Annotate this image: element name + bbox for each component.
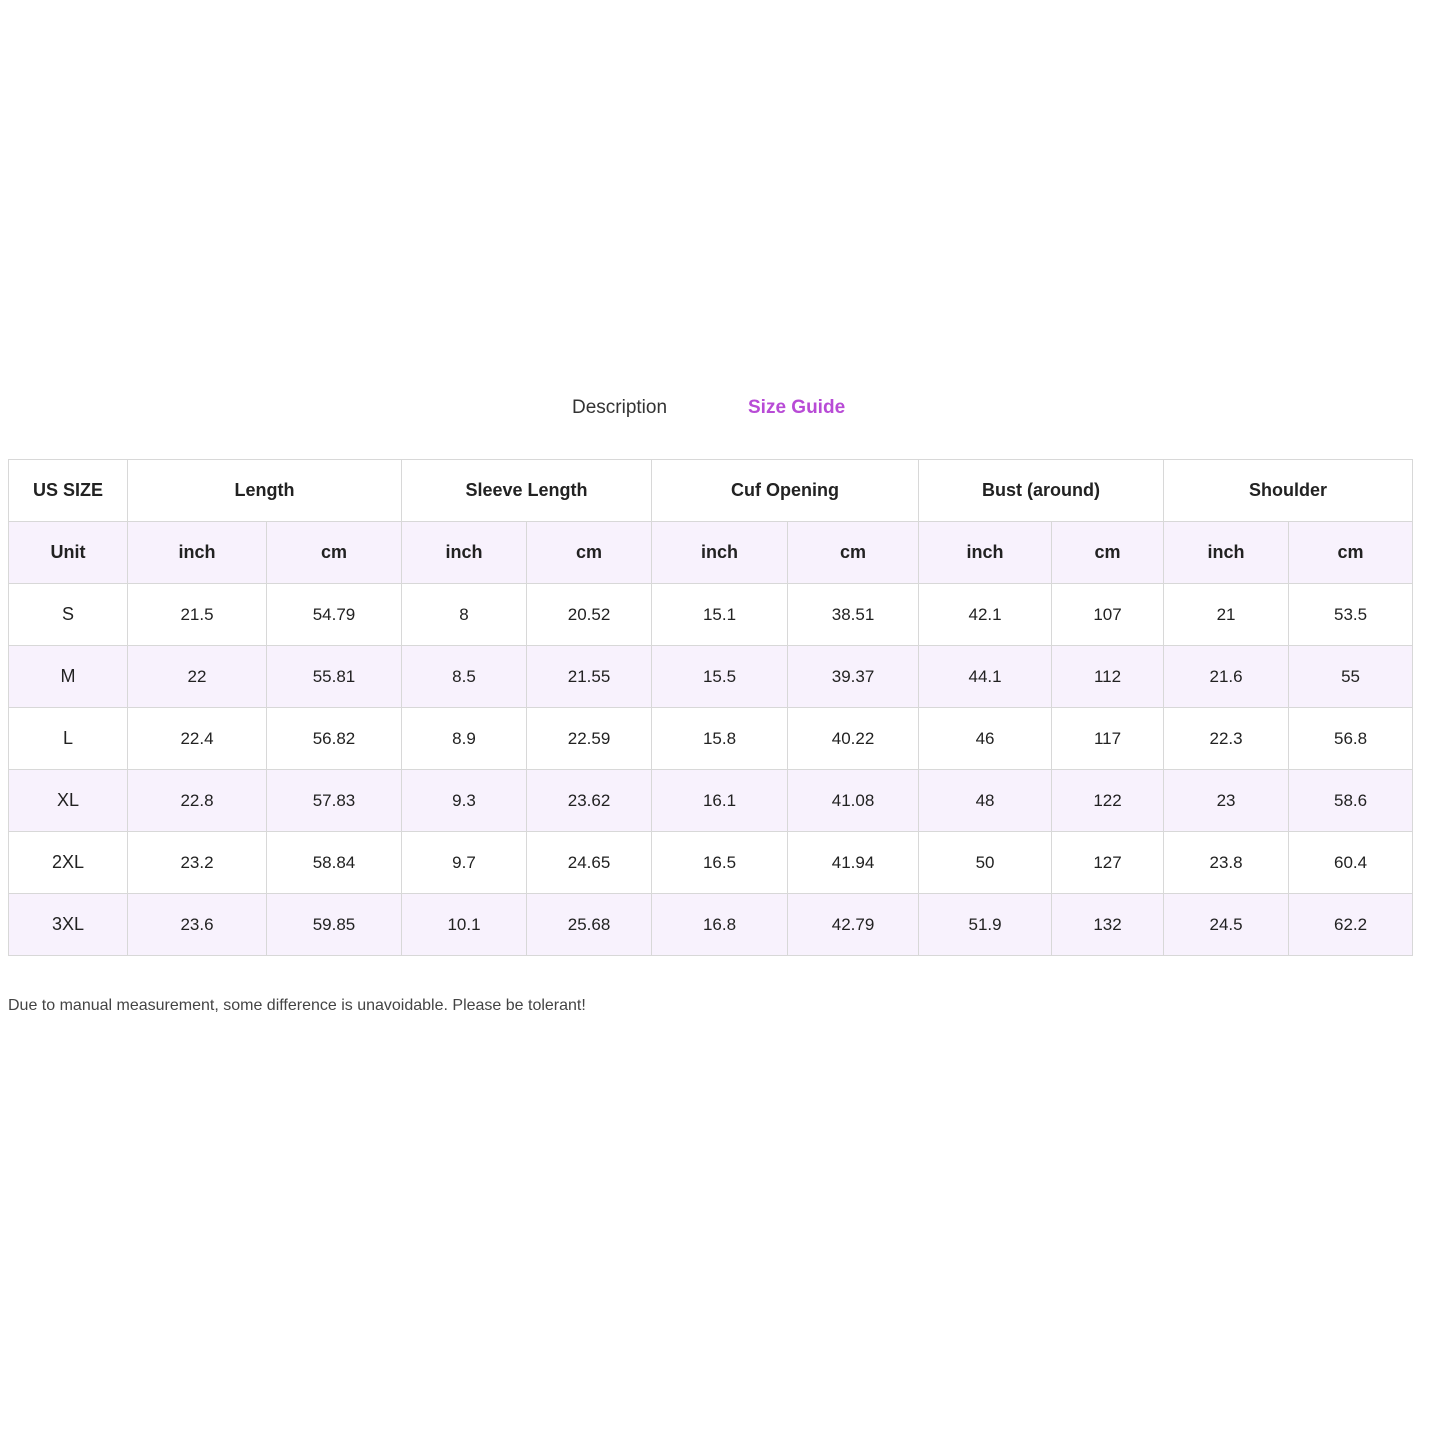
measurement-cell: 22.8 [128,770,267,832]
measurement-cell: 22.3 [1164,708,1289,770]
unit-inch: inch [402,522,527,584]
measurement-cell: 56.82 [267,708,402,770]
measurement-cell: 8.9 [402,708,527,770]
measurement-cell: 41.08 [788,770,919,832]
measurement-cell: 132 [1052,894,1164,956]
measurement-cell: 23.6 [128,894,267,956]
measurement-cell: 55.81 [267,646,402,708]
table-row [9,770,1413,832]
unit-cm: cm [1289,522,1413,584]
tab-size-guide[interactable]: Size Guide [748,397,846,418]
measurement-cell: 24.65 [527,832,652,894]
size-cell: XL [9,770,128,832]
measurement-cell: 107 [1052,584,1164,646]
table-row [9,584,1413,646]
measurement-cell: 23.62 [527,770,652,832]
size-cell: 2XL [9,832,128,894]
measurement-cell: 53.5 [1289,584,1413,646]
unit-inch: inch [919,522,1052,584]
measurement-cell: 60.4 [1289,832,1413,894]
cuff-opening-header: Cuf Opening [652,460,919,522]
measurement-cell: 23.8 [1164,832,1289,894]
size-cell: 3XL [9,894,128,956]
measurement-cell: 42.1 [919,584,1052,646]
measurement-cell: 8 [402,584,527,646]
measurement-cell: 56.8 [1289,708,1413,770]
measurement-cell: 9.3 [402,770,527,832]
measurement-cell: 22.4 [128,708,267,770]
header-row [9,460,1413,522]
measurement-cell: 40.22 [788,708,919,770]
bust-header: Bust (around) [919,460,1164,522]
unit-inch: inch [1164,522,1289,584]
measurement-cell: 57.83 [267,770,402,832]
measurement-cell: 8.5 [402,646,527,708]
measurement-cell: 22 [128,646,267,708]
unit-cm: cm [267,522,402,584]
size-chart-table [8,459,1413,956]
size-cell: M [9,646,128,708]
measurement-cell: 58.6 [1289,770,1413,832]
table-row [9,646,1413,708]
measurement-cell: 44.1 [919,646,1052,708]
measurement-cell: 38.51 [788,584,919,646]
measurement-cell: 24.5 [1164,894,1289,956]
unit-cm: cm [527,522,652,584]
tab-description[interactable]: Description [572,397,668,418]
us-size-header: US SIZE [9,460,128,522]
measurement-cell: 42.79 [788,894,919,956]
unit-label: Unit [9,522,128,584]
table-row [9,708,1413,770]
measurement-cell: 21.6 [1164,646,1289,708]
table-row [9,894,1413,956]
measurement-cell: 25.68 [527,894,652,956]
measurement-cell: 23.2 [128,832,267,894]
size-cell: L [9,708,128,770]
measurement-cell: 54.79 [267,584,402,646]
measurement-cell: 21 [1164,584,1289,646]
measurement-cell: 21.55 [527,646,652,708]
measurement-cell: 23 [1164,770,1289,832]
unit-inch: inch [128,522,267,584]
table-row [9,832,1413,894]
measurement-cell: 15.1 [652,584,788,646]
measurement-cell: 39.37 [788,646,919,708]
measurement-cell: 51.9 [919,894,1052,956]
unit-cm: cm [1052,522,1164,584]
measurement-cell: 16.8 [652,894,788,956]
shoulder-header: Shoulder [1164,460,1413,522]
measurement-cell: 20.52 [527,584,652,646]
length-header: Length [128,460,402,522]
measurement-cell: 117 [1052,708,1164,770]
measurement-cell: 15.8 [652,708,788,770]
measurement-cell: 59.85 [267,894,402,956]
unit-cm: cm [788,522,919,584]
measurement-cell: 22.59 [527,708,652,770]
measurement-cell: 58.84 [267,832,402,894]
measurement-cell: 21.5 [128,584,267,646]
size-cell: S [9,584,128,646]
size-chart-body [9,460,1413,956]
measurement-cell: 15.5 [652,646,788,708]
measurement-cell: 41.94 [788,832,919,894]
measurement-cell: 55 [1289,646,1413,708]
measurement-cell: 127 [1052,832,1164,894]
measurement-cell: 112 [1052,646,1164,708]
unit-row [9,522,1413,584]
measurement-cell: 16.1 [652,770,788,832]
tab-bar [0,393,1445,423]
measurement-cell: 46 [919,708,1052,770]
measurement-cell: 50 [919,832,1052,894]
measurement-cell: 122 [1052,770,1164,832]
measurement-note: Due to manual measurement, some difference is unavoidable. Please be tolerant! [8,997,586,1014]
sleeve-length-header: Sleeve Length [402,460,652,522]
measurement-cell: 16.5 [652,832,788,894]
measurement-cell: 48 [919,770,1052,832]
measurement-cell: 9.7 [402,832,527,894]
unit-inch: inch [652,522,788,584]
measurement-cell: 62.2 [1289,894,1413,956]
measurement-cell: 10.1 [402,894,527,956]
